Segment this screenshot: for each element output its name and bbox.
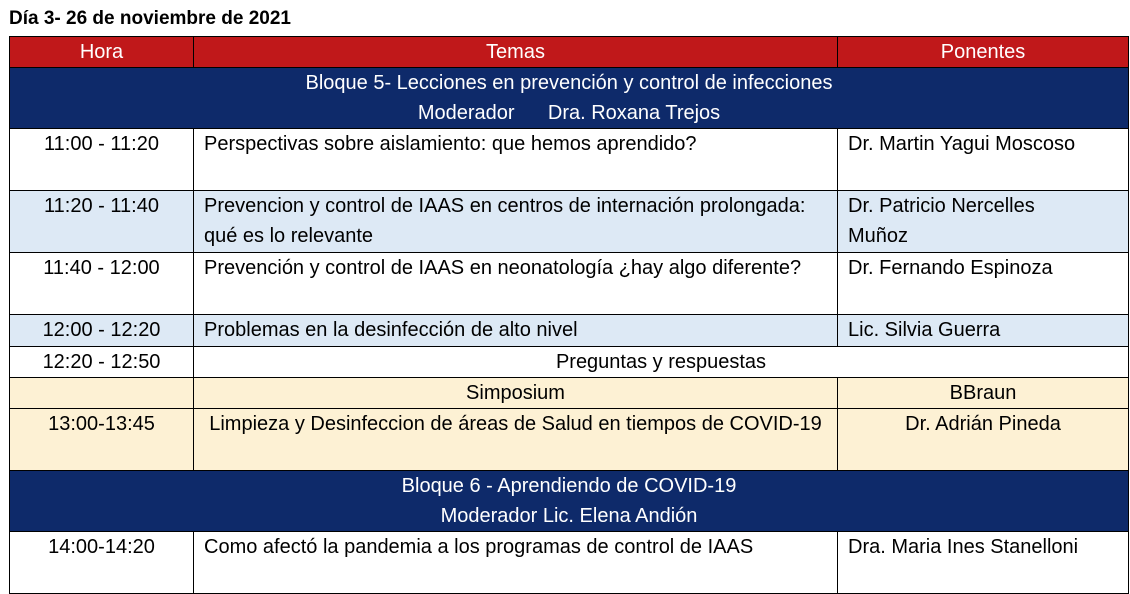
symposium-header-row bbox=[10, 378, 1129, 409]
row-time: 11:00 - 11:20 bbox=[10, 129, 194, 191]
symposium-row bbox=[10, 409, 1129, 471]
row-time: 11:20 - 11:40 bbox=[10, 191, 194, 253]
table-row bbox=[10, 315, 1129, 347]
row-speaker: Lic. Silvia Guerra bbox=[838, 315, 1129, 347]
block-6-header bbox=[10, 471, 1129, 532]
row-topic: Perspectivas sobre aislamiento: que hemos aprendido? bbox=[194, 129, 838, 191]
schedule-table bbox=[9, 36, 1129, 594]
row-topic: Como afectó la pandemia a los programas de control de IAAS bbox=[194, 532, 838, 594]
row-speaker: Dr. Martin Yagui Moscoso bbox=[838, 129, 1129, 191]
symposium-label: Simposium bbox=[194, 378, 838, 409]
symposium-time: 13:00-13:45 bbox=[10, 409, 194, 471]
qa-label: Preguntas y respuestas bbox=[194, 347, 1129, 378]
block-5-moderator: Moderador Dra. Roxana Trejos bbox=[417, 102, 721, 124]
block-5-title: Bloque 5- Lecciones en prevención y control de infecciones bbox=[305, 72, 833, 94]
header-temas: Temas bbox=[194, 37, 838, 68]
day-title: Día 3- 26 de noviembre de 2021 bbox=[9, 8, 291, 29]
row-time: 12:00 - 12:20 bbox=[10, 315, 194, 347]
row-speaker: Dr. Fernando Espinoza bbox=[838, 253, 1129, 315]
table-row bbox=[10, 191, 1129, 253]
symposium-empty-cell bbox=[10, 378, 194, 409]
header-ponentes: Ponentes bbox=[838, 37, 1129, 68]
qa-row bbox=[10, 347, 1129, 378]
row-speaker: Dra. Maria Ines Stanelloni bbox=[838, 532, 1129, 594]
symposium-speaker: Dr. Adrián Pineda bbox=[838, 409, 1129, 471]
symposium-topic: Limpieza y Desinfeccion de áreas de Salud en tiempos de COVID-19 bbox=[194, 409, 838, 471]
row-time: 14:00-14:20 bbox=[10, 532, 194, 594]
qa-time: 12:20 - 12:50 bbox=[10, 347, 194, 378]
table-row bbox=[10, 129, 1129, 191]
row-time: 11:40 - 12:00 bbox=[10, 253, 194, 315]
block-6-moderator: Moderador Lic. Elena Andión bbox=[440, 505, 698, 527]
block-6-title: Bloque 6 - Aprendiendo de COVID-19 bbox=[401, 475, 737, 497]
row-speaker: Dr. Patricio Nercelles Muñoz bbox=[838, 191, 1129, 253]
table-row bbox=[10, 532, 1129, 594]
header-hora: Hora bbox=[10, 37, 194, 68]
table-header bbox=[10, 37, 1129, 68]
row-topic: Prevención y control de IAAS en neonatología ¿hay algo diferente? bbox=[194, 253, 838, 315]
symposium-sponsor: BBraun bbox=[838, 378, 1129, 409]
table-row bbox=[10, 253, 1129, 315]
row-topic: Prevencion y control de IAAS en centros de internación prolongada: qué es lo relevante bbox=[194, 191, 838, 253]
row-topic: Problemas en la desinfección de alto nivel bbox=[194, 315, 838, 347]
block-5-header bbox=[10, 68, 1129, 129]
